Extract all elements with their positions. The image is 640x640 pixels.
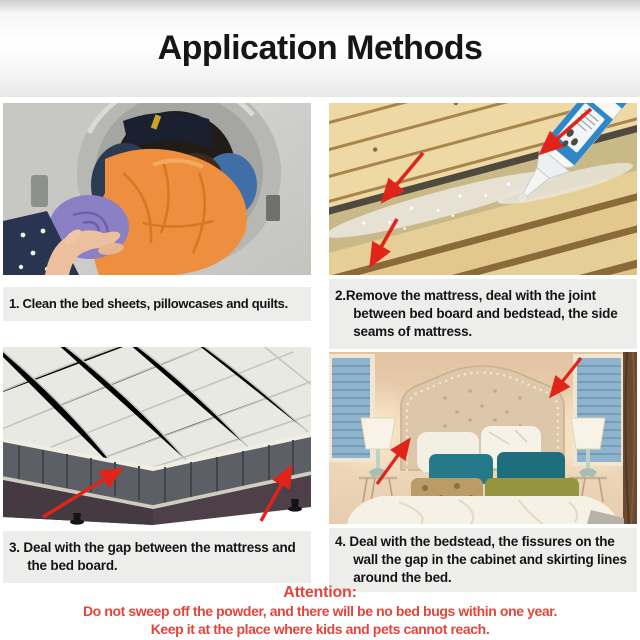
caption-step-4: 4. Deal with the bedstead, the fissures on the wall the gap in the cabinet and skirting lines around the bed. [329,528,637,592]
washing-machine-photo [3,103,311,275]
attention-title: Attention: [283,584,357,601]
caption-step-2: 2.Remove the mattress, deal with the joint between bed board and bedstead, the side seams of mattress. [329,279,637,349]
panel-step-3 [3,347,311,583]
attention-block [0,583,640,638]
panel-step-1 [3,103,311,321]
panel-step-4 [329,352,637,592]
attention-line-2: Keep it at the place where kids and pets cannot reach. [150,621,490,637]
curtain-right [623,352,637,524]
caption-step-3: 3. Deal with the gap between the mattress and the bed board. [3,531,311,583]
bedroom-photo [329,352,637,524]
door-hinge [31,175,48,207]
panel-step-2 [329,103,637,349]
bed-frame-photo [329,103,637,275]
header [0,0,640,97]
door-latch [266,195,280,221]
page-title: Application Methods [157,29,483,67]
duvet [347,496,624,524]
mattress-photo [3,347,311,525]
attention-line-1: Do not sweep off the powder, and there will be no bed bugs within one year. [82,603,558,619]
caption-step-1: 1. Clean the bed sheets, pillowcases and quilts. [3,287,311,321]
